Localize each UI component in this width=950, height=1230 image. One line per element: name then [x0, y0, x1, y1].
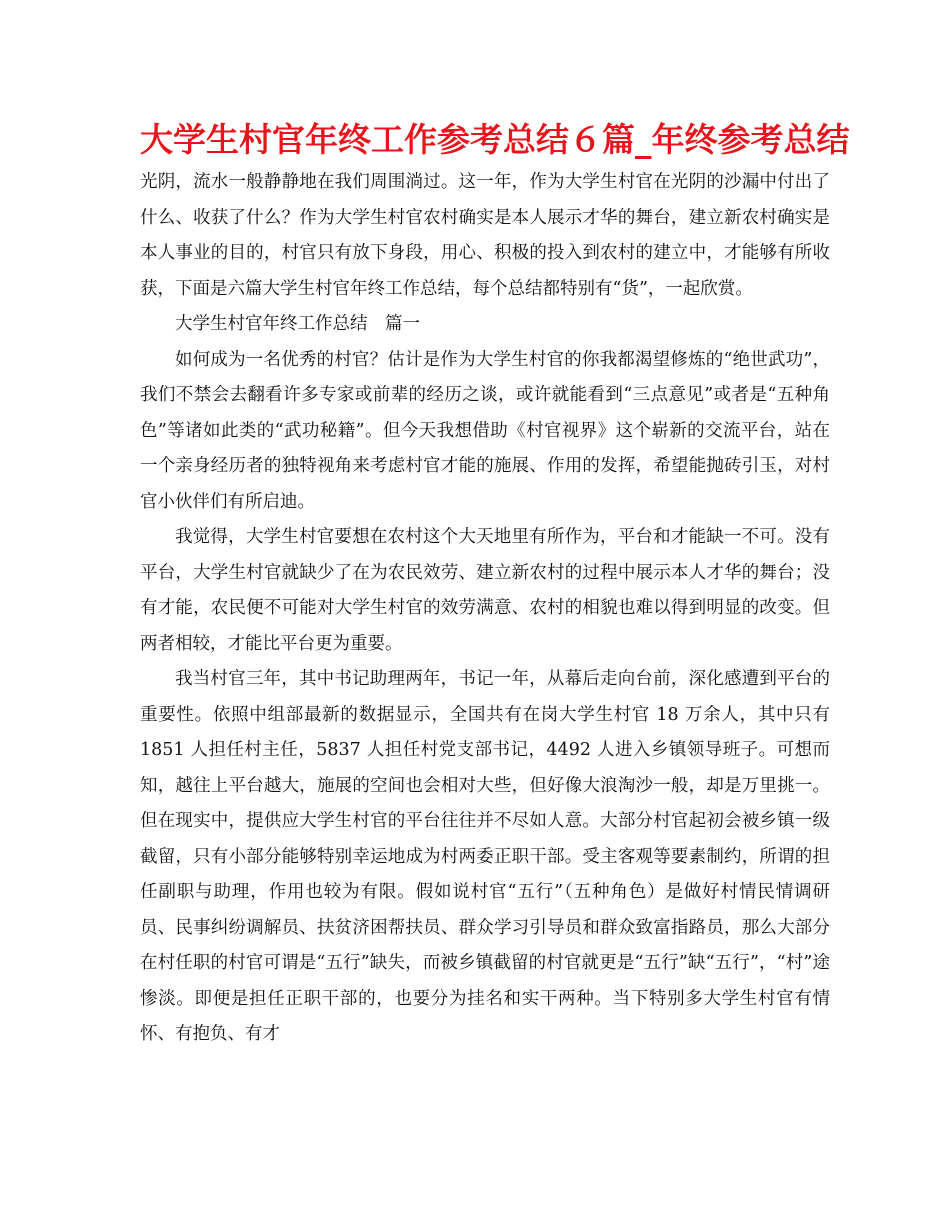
section-heading: 大学生村官年终工作总结 篇一	[175, 314, 420, 334]
body-paragraph-2: 我觉得，大学生村官要想在农村这个大天地里有所作为，平台和才能缺一不可。没有平台，大学生村官就缺少了在为农民效劳、建立新农村的过程中展示本人才华的舞台；没有才能，农民便不可能对大学生村官的效劳满意、农村的相貌也难以得到明显的改变。但两者相较，才能比平台更为重要。	[140, 527, 830, 654]
document-title: 大学生村官年终工作参考总结６篇_年终参考总结	[140, 120, 850, 159]
document-body	[140, 165, 830, 1053]
body-paragraph-1: 如何成为一名优秀的村官？估计是作为大学生村官的你我都渴望修炼的“绝世武功”，我们不禁会去翻看许多专家或前辈的经历之谈，或许就能看到“三点意见”或者是“五种角色”等诸如此类的“武功秘籍”。但今天我想借助《村官视界》这个崭新的交流平台，站在一个亲身经历者的独特视角来考虑村官才能的施展、作用的发挥，希望能抛砖引玉，对村官小伙伴们有所启迪。	[140, 349, 830, 512]
body-paragraph-3: 我当村官三年，其中书记助理两年，书记一年，从幕后走向台前，深化感遭到平台的重要性。依照中组部最新的数据显示，全国共有在岗大学生村官 18 万余人，其中只有 1851 人担任村主任，5837 人担任村党支部书记，4492 人进入乡镇领导班子。可想而知，越往上平台越大，施展的空间也会相对大些，但好像大浪淘沙一般，却是万里挑一。但在现实中，提供应大学生村官的平台往往并不尽如人意。大部分村官起初会被乡镇一级截留，只有小部分能够特别幸运地成为村两委正职干部。受主客观等要素制约，所谓的担任副职与助理，作用也较为有限。假如说村官“五行”（五种角色）是做好村情民情调研员、民事纠纷调解员、扶贫济困帮扶员、群众学习引导员和群众致富指路员，那么大部分在村任职的村官可谓是“五行”缺失，而被乡镇截留的村官就更是“五行”缺“五行”，“村”途惨淡。即便是担任正职干部的，也要分为挂名和实干两种。当下特别多大学生村官有情怀、有抱负、有才	[140, 669, 830, 1044]
intro-paragraph: 光阴，流水一般静静地在我们周围淌过。这一年，作为大学生村官在光阴的沙漏中付出了什么、收获了什么？作为大学生村官农村确实是本人展示才华的舞台，建立新农村确实是本人事业的目的，村官只有放下身段，用心、积极的投入到农村的建立中，才能够有所收获，下面是六篇大学生村官年终工作总结，每个总结都特别有“货”，一起欣赏。	[140, 172, 830, 299]
